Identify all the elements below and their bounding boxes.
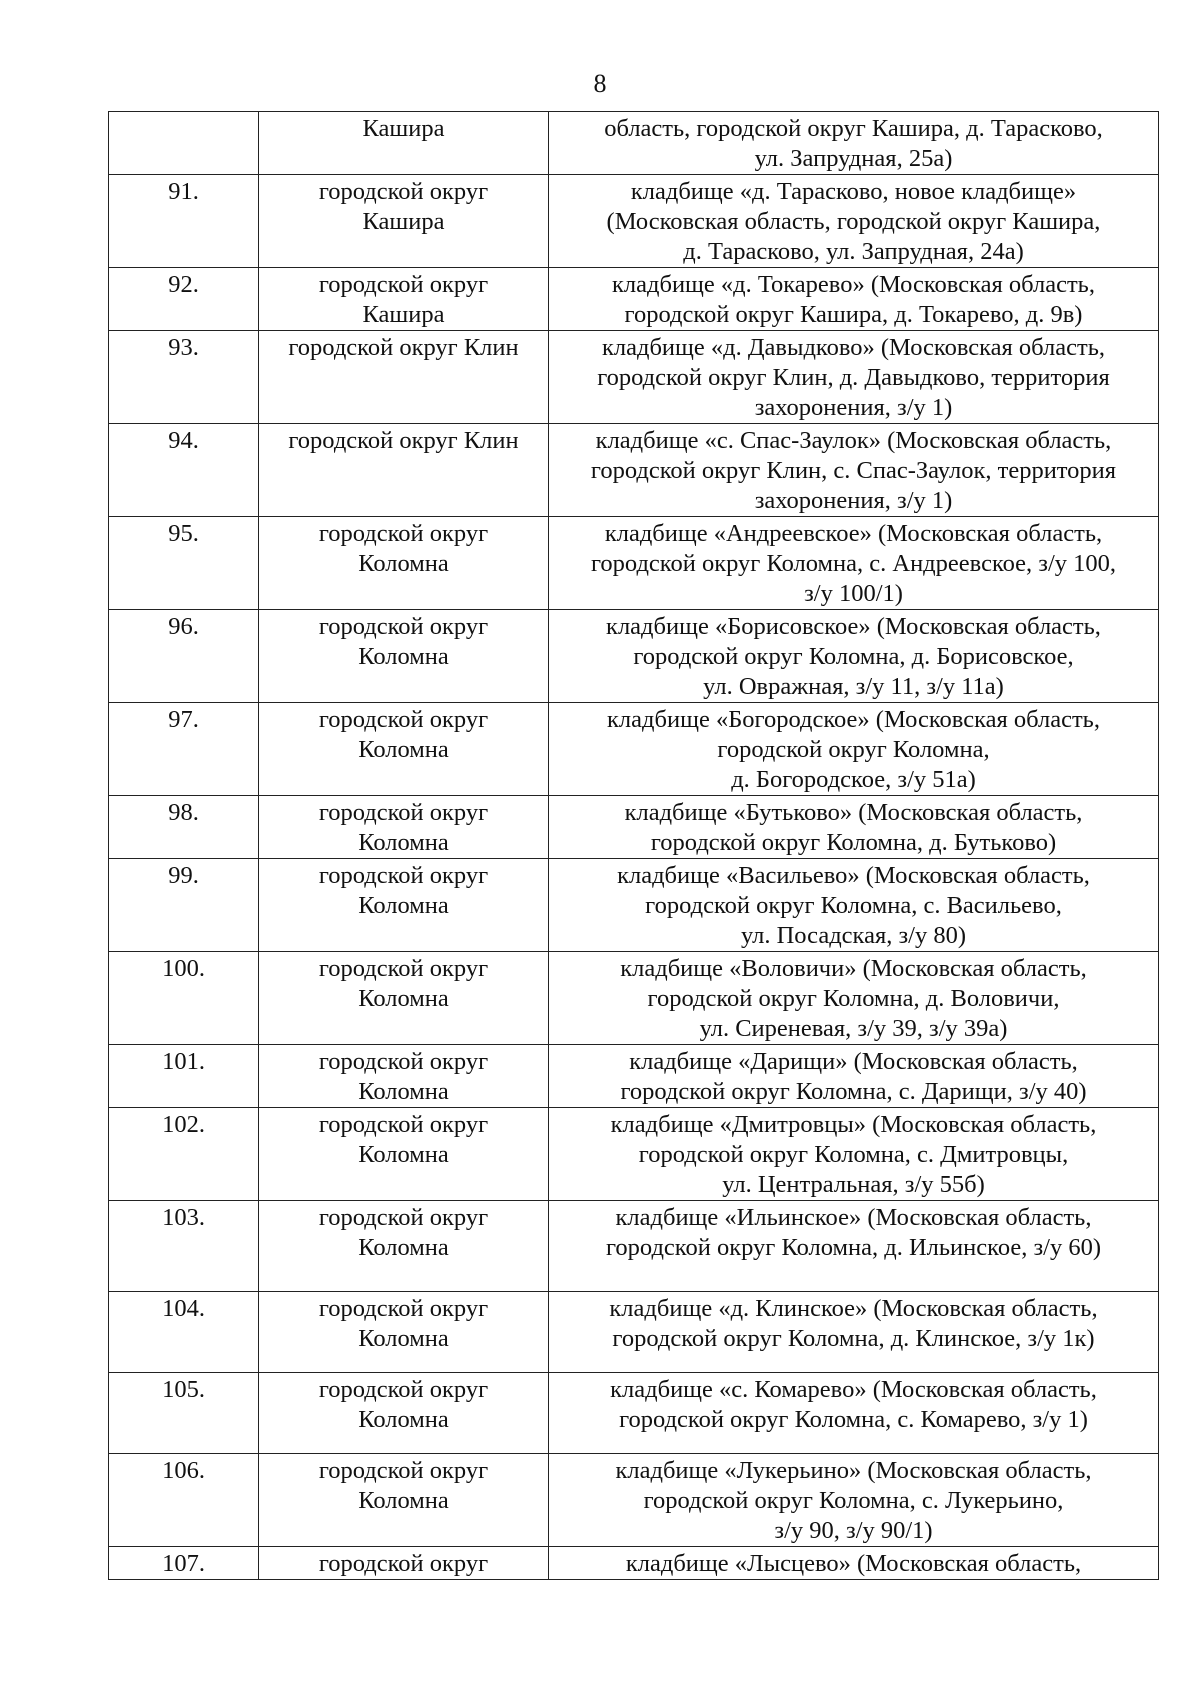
cemetery-cell <box>549 796 1159 859</box>
row-number: 101. <box>162 1048 205 1075</box>
district-line: Коломна <box>358 892 449 919</box>
row-number: 105. <box>162 1376 205 1403</box>
district-line: Кашира <box>362 208 445 235</box>
district-line: городской округ <box>318 706 489 733</box>
table-row <box>109 859 1159 952</box>
cemetery-line: кладбище «с. Спас-Заулок» (Московская область, <box>595 427 1112 454</box>
cemetery-cell <box>549 1292 1159 1373</box>
district-line: городской округ <box>318 862 489 889</box>
cemetery-line: кладбище «Воловичи» (Московская область, <box>620 955 1087 982</box>
row-number-cell <box>109 331 259 424</box>
district-cell <box>259 1201 549 1292</box>
cemetery-line: городской округ Коломна, д. Клинское, з/у 1к) <box>612 1325 1095 1352</box>
cemetery-line: кладбище «д. Тарасково, новое кладбище» <box>630 178 1077 205</box>
cemetery-line: д. Богородское, з/у 51а) <box>731 766 976 793</box>
cemetery-cell <box>549 331 1159 424</box>
cemetery-line: кладбище «Дарищи» (Московская область, <box>629 1048 1078 1075</box>
district-line: Коломна <box>358 1078 449 1105</box>
district-line: городской округ <box>318 1457 489 1484</box>
row-number: 94. <box>168 427 199 454</box>
district-line: Кашира <box>362 115 445 142</box>
table-row <box>109 331 1159 424</box>
district-cell <box>259 1045 549 1108</box>
district-cell <box>259 703 549 796</box>
cemetery-line: кладбище «д. Клинское» (Московская область, <box>609 1295 1098 1322</box>
row-number: 100. <box>162 955 205 982</box>
table-row <box>109 703 1159 796</box>
district-line: городской округ <box>318 1048 489 1075</box>
table-row <box>109 517 1159 610</box>
cemetery-line: з/у 90, з/у 90/1) <box>774 1517 933 1544</box>
district-cell <box>259 952 549 1045</box>
table-row <box>109 796 1159 859</box>
district-line: городской округ Клин <box>288 427 519 454</box>
cemetery-cell <box>549 268 1159 331</box>
district-line: городской округ <box>318 1376 489 1403</box>
table-row <box>109 952 1159 1045</box>
district-line: Кашира <box>362 301 445 328</box>
district-cell <box>259 331 549 424</box>
table-row <box>109 424 1159 517</box>
district-cell <box>259 175 549 268</box>
district-line: городской округ <box>318 1111 489 1138</box>
cemetery-table <box>108 111 1159 1580</box>
cemetery-line: кладбище «Дмитровцы» (Московская область, <box>610 1111 1097 1138</box>
table-row <box>109 1292 1159 1373</box>
row-number-cell <box>109 517 259 610</box>
district-line: городской округ <box>318 613 489 640</box>
cemetery-line: ул. Центральная, з/у 55б) <box>722 1171 985 1198</box>
district-line: Коломна <box>358 1234 449 1261</box>
table-row <box>109 112 1159 175</box>
cemetery-cell <box>549 112 1159 175</box>
row-number: 104. <box>162 1295 205 1322</box>
row-number-cell <box>109 703 259 796</box>
row-number: 103. <box>162 1204 205 1231</box>
row-number: 92. <box>168 271 199 298</box>
cemetery-table-body <box>109 112 1159 1580</box>
cemetery-line: городской округ Коломна, д. Бутьково) <box>650 829 1057 856</box>
cemetery-line: кладбище «с. Комарево» (Московская область, <box>610 1376 1097 1403</box>
district-cell <box>259 1547 549 1580</box>
row-number-cell <box>109 268 259 331</box>
cemetery-cell <box>549 424 1159 517</box>
district-line: городской округ <box>318 271 489 298</box>
district-line: Коломна <box>358 985 449 1012</box>
cemetery-line: кладбище «Богородское» (Московская область, <box>607 706 1100 733</box>
cemetery-line: городской округ Коломна, с. Дарищи, з/у 40) <box>620 1078 1087 1105</box>
district-cell <box>259 1454 549 1547</box>
row-number: 106. <box>162 1457 205 1484</box>
table-row <box>109 1547 1159 1580</box>
table-row <box>109 1373 1159 1454</box>
cemetery-line: городской округ Коломна, с. Дмитровцы, <box>638 1141 1069 1168</box>
row-number-cell <box>109 1373 259 1454</box>
district-line: городской округ <box>318 1204 489 1231</box>
cemetery-cell <box>549 952 1159 1045</box>
district-cell <box>259 424 549 517</box>
cemetery-cell <box>549 1045 1159 1108</box>
row-number: 96. <box>168 613 199 640</box>
district-line: Коломна <box>358 1406 449 1433</box>
row-number-cell <box>109 1045 259 1108</box>
cemetery-cell <box>549 859 1159 952</box>
cemetery-line: область, городской округ Кашира, д. Тарасково, <box>604 115 1103 142</box>
cemetery-line: кладбище «Ильинское» (Московская область, <box>615 1204 1092 1231</box>
page-number: 8 <box>593 69 607 98</box>
cemetery-line: городской округ Коломна, <box>717 736 990 763</box>
cemetery-line: ул. Сиреневая, з/у 39, з/у 39а) <box>699 1015 1008 1042</box>
row-number-cell <box>109 1292 259 1373</box>
district-line: городской округ <box>318 799 489 826</box>
district-line: Коломна <box>358 1325 449 1352</box>
cemetery-cell <box>549 175 1159 268</box>
table-row <box>109 610 1159 703</box>
district-line: Коломна <box>358 1141 449 1168</box>
row-number-cell <box>109 796 259 859</box>
cemetery-line: городской округ Клин, д. Давыдково, территория <box>597 364 1110 391</box>
cemetery-line: кладбище «Васильево» (Московская область, <box>617 862 1090 889</box>
district-cell <box>259 268 549 331</box>
row-number: 107. <box>162 1550 205 1577</box>
cemetery-line: кладбище «Лукерьино» (Московская область, <box>615 1457 1092 1484</box>
table-row <box>109 1201 1159 1292</box>
district-cell <box>259 517 549 610</box>
row-number-cell <box>109 859 259 952</box>
row-number: 93. <box>168 334 199 361</box>
cemetery-line: захоронения, з/у 1) <box>754 487 953 514</box>
table-row <box>109 1108 1159 1201</box>
district-line: Коломна <box>358 550 449 577</box>
district-line: городской округ <box>318 1295 489 1322</box>
cemetery-cell <box>549 610 1159 703</box>
row-number: 91. <box>168 178 199 205</box>
cemetery-line: городской округ Коломна, с. Васильево, <box>645 892 1062 919</box>
table-row <box>109 175 1159 268</box>
row-number: 98. <box>168 799 199 826</box>
cemetery-line: городской округ Коломна, с. Андреевское, з/у 100, <box>590 550 1117 577</box>
cemetery-line: городской округ Кашира, д. Токарево, д. 9в) <box>624 301 1083 328</box>
row-number-cell <box>109 1547 259 1580</box>
cemetery-line: кладбище «Борисовское» (Московская область, <box>606 613 1101 640</box>
cemetery-cell <box>549 1201 1159 1292</box>
cemetery-line: захоронения, з/у 1) <box>754 394 953 421</box>
district-cell <box>259 1292 549 1373</box>
row-number: 95. <box>168 520 199 547</box>
cemetery-line: ул. Запрудная, 25а) <box>754 145 953 172</box>
cemetery-line: кладбище «Лысцево» (Московская область, <box>625 1550 1082 1577</box>
row-number-cell <box>109 1201 259 1292</box>
district-cell <box>259 1373 549 1454</box>
row-number-cell <box>109 952 259 1045</box>
row-number: 102. <box>162 1111 205 1138</box>
cemetery-line: городской округ Коломна, д. Ильинское, з/у 60) <box>605 1234 1102 1261</box>
row-number-cell <box>109 424 259 517</box>
table-row <box>109 1045 1159 1108</box>
district-line: Коломна <box>358 1487 449 1514</box>
cemetery-line: городской округ Коломна, с. Лукерьино, <box>643 1487 1064 1514</box>
table-row <box>109 268 1159 331</box>
cemetery-line: ул. Посадская, з/у 80) <box>740 922 967 949</box>
cemetery-line: кладбище «Андреевское» (Московская область, <box>604 520 1103 547</box>
row-number: 99. <box>168 862 199 889</box>
district-line: Коломна <box>358 736 449 763</box>
cemetery-line: кладбище «Бутьково» (Московская область, <box>624 799 1083 826</box>
cemetery-line: кладбище «д. Давыдково» (Московская область, <box>601 334 1106 361</box>
district-cell <box>259 796 549 859</box>
district-line: городской округ Клин <box>288 334 519 361</box>
cemetery-line: ул. Овражная, з/у 11, з/у 11а) <box>703 673 1004 700</box>
district-cell <box>259 1108 549 1201</box>
cemetery-line: кладбище «д. Токарево» (Московская область, <box>612 271 1095 298</box>
district-line: городской округ <box>318 178 489 205</box>
cemetery-cell <box>549 517 1159 610</box>
cemetery-cell <box>549 1454 1159 1547</box>
cemetery-line: городской округ Коломна, д. Воловичи, <box>647 985 1060 1012</box>
row-number-cell <box>109 610 259 703</box>
cemetery-line: городской округ Коломна, д. Борисовское, <box>633 643 1074 670</box>
cemetery-cell <box>549 1373 1159 1454</box>
table-row <box>109 1454 1159 1547</box>
district-line: Коломна <box>358 643 449 670</box>
district-cell <box>259 859 549 952</box>
cemetery-cell <box>549 1547 1159 1580</box>
cemetery-cell <box>549 703 1159 796</box>
cemetery-line: (Московская область, городской округ Кашира, <box>606 208 1101 235</box>
district-line: городской округ <box>318 955 489 982</box>
district-line: городской округ <box>318 1550 489 1577</box>
cemetery-line: з/у 100/1) <box>804 580 903 607</box>
row-number-cell <box>109 1454 259 1547</box>
row-number: 97. <box>168 706 199 733</box>
row-number-cell <box>109 175 259 268</box>
cemetery-line: д. Тарасково, ул. Запрудная, 24а) <box>683 238 1024 265</box>
district-cell <box>259 610 549 703</box>
cemetery-cell <box>549 1108 1159 1201</box>
row-number-cell <box>109 1108 259 1201</box>
cemetery-line: городской округ Клин, с. Спас-Заулок, территория <box>590 457 1117 484</box>
cemetery-line: городской округ Коломна, с. Комарево, з/у 1) <box>619 1406 1088 1433</box>
district-line: Коломна <box>358 829 449 856</box>
district-line: городской округ <box>318 520 489 547</box>
row-number-cell <box>109 112 259 175</box>
district-cell <box>259 112 549 175</box>
